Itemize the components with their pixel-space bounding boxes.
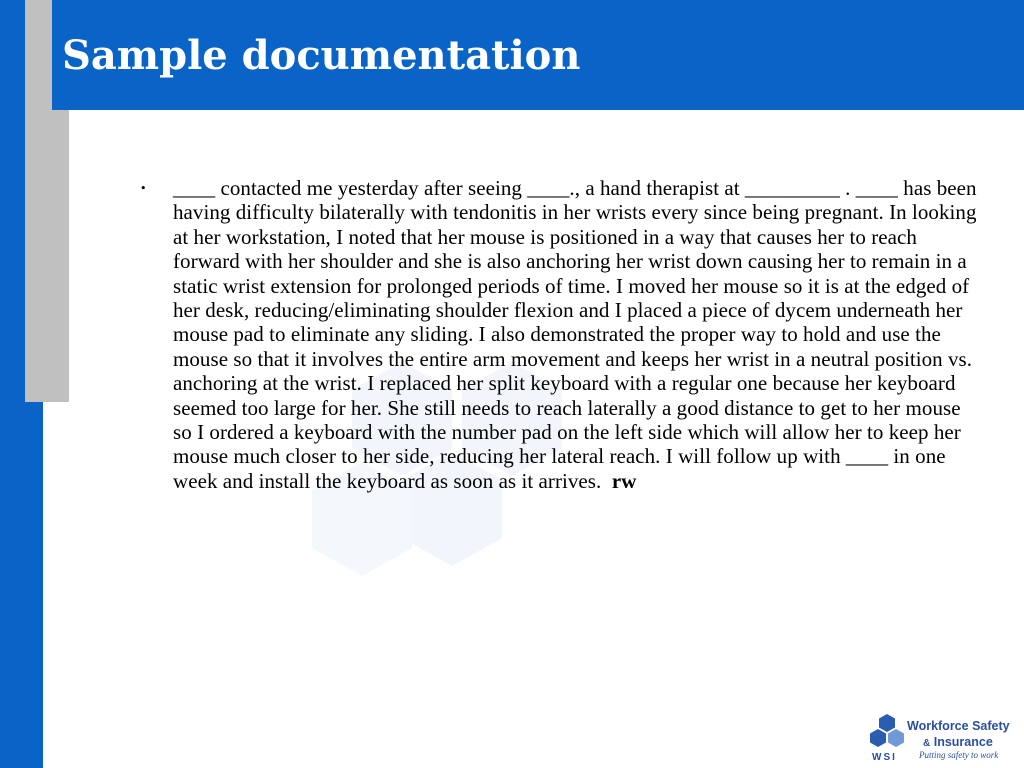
logo-name-line1: Workforce Safety	[907, 719, 1010, 733]
logo-ampersand: &	[923, 738, 931, 749]
paragraph-text: ____ contacted me yesterday after seeing ____., a hand therapist at _________ . ____ has been having difficulty bilaterally with tendonitis in her wrists every since being pregnant. In looking at her workstation, I noted that her mouse is positioned in a way that causes her to reach forward with her shoulder and she is also anchoring her wrist down causing her to remain in a static wrist extension for prolonged periods of time. I moved her mouse so it is at the edged of her desk, reducing/eliminating shoulder flexion and I placed a piece of dycem underneath her mouse pad to eliminate any sliding. I also demonstrated the proper way to hold and use the mouse so that it involves the entire arm movement and keeps her wrist in a neutral position vs. anchoring at the wrist. I replaced her split keyboard with a regular one because her keyboard seemed too large for her. She still needs to reach laterally a good distance to get to her mouse so I ordered a keyboard with the number pad on the left side which will allow her to keep her mouse much closer to her side, reducing her lateral reach. I will follow up with ____ in one week and install the keyboard as soon as it arrives.	[173, 176, 977, 493]
bullet-marker: •	[140, 182, 147, 195]
author-initials: rw	[611, 468, 637, 493]
logo-name-line2: Insurance	[933, 735, 993, 749]
documentation-paragraph	[173, 176, 980, 493]
slide-title: Sample documentation	[62, 32, 581, 79]
logo-abbreviation: WSI	[872, 752, 897, 763]
content-area	[140, 176, 980, 493]
wsi-logo	[866, 714, 1022, 766]
logo-name	[907, 718, 1022, 752]
logo-tagline: Putting safety to work	[919, 750, 999, 760]
